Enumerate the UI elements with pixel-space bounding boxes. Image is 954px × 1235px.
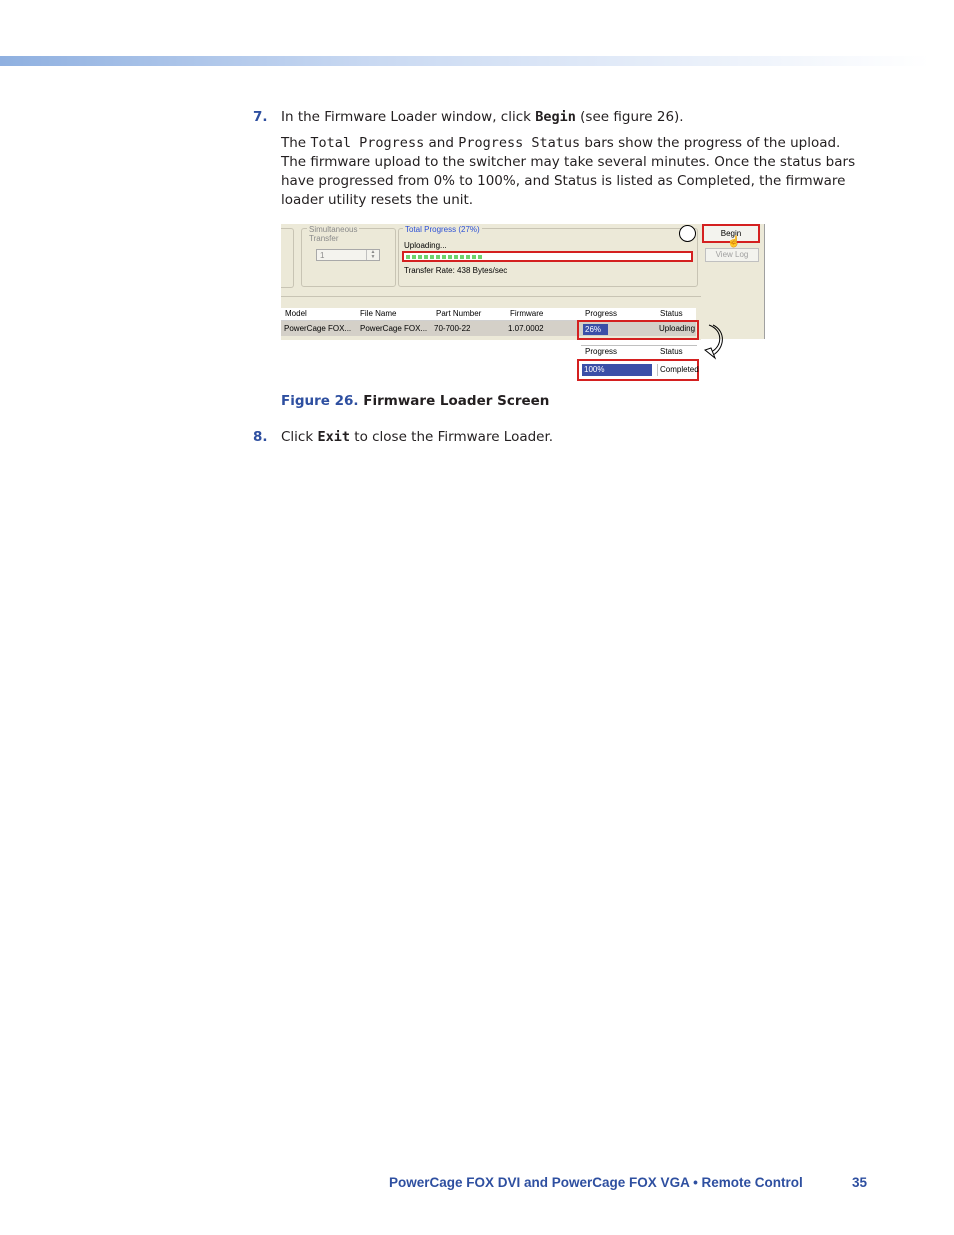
cell-firmware: 1.07.0002	[508, 324, 544, 333]
simultaneous-transfer-label: Simultaneous Transfer	[309, 225, 358, 243]
left-group-edge	[281, 228, 294, 288]
curved-arrow-icon	[701, 324, 727, 360]
step-text: Click Exit to close the Firmware Loader.	[281, 429, 554, 445]
firmware-loader-figure	[281, 224, 765, 384]
progress-status-highlight	[577, 320, 699, 340]
total-progress-term: Total Progress	[310, 135, 425, 151]
cell-model: PowerCage FOX...	[284, 324, 352, 333]
cell-part-number: 70-700-22	[434, 324, 471, 333]
progress-status-term: Progress Status	[458, 135, 581, 151]
step-number: 7.	[253, 109, 268, 125]
step-number: 8.	[253, 429, 268, 445]
page-number: 35	[852, 1175, 868, 1190]
begin-button[interactable]: Begin	[702, 224, 760, 243]
header-gradient-bar	[0, 56, 930, 66]
total-progress-label: Total Progress (27%)	[405, 225, 480, 234]
cell-status: Uploading	[659, 324, 696, 333]
completed-column-progress: Progress	[585, 347, 618, 356]
callout-circle	[679, 225, 696, 242]
figure-caption	[281, 392, 549, 411]
simultaneous-transfer-input[interactable]: 1 ▲ ▼	[316, 249, 380, 261]
completed-status: Completed	[657, 364, 700, 376]
footer-title: PowerCage FOX DVI and PowerCage FOX VGA • Remote Control	[389, 1175, 803, 1190]
column-part-number[interactable]: Part Number	[436, 309, 482, 318]
cell-progress: 26%	[583, 324, 608, 335]
column-status[interactable]: Status	[660, 309, 683, 318]
spinner-arrows-icon[interactable]: ▲ ▼	[366, 250, 379, 260]
step-text: In the Firmware Loader window, click Begin (see figure 26).	[281, 109, 684, 125]
begin-command: Begin	[535, 109, 576, 125]
total-progress-bar	[402, 251, 693, 262]
hand-cursor-icon: ☝	[727, 236, 741, 248]
column-model[interactable]: Model	[285, 309, 307, 318]
column-file-name[interactable]: File Name	[360, 309, 397, 318]
progress-description: The Total Progress and Progress Status bars show the progress of the upload. The firmware upload to the switcher may take several minutes. Once the status bars have progressed from 0% to 100%, and Status is listed as Completed, the firmware loader utility resets the unit.	[281, 135, 856, 208]
figure-title: Firmware Loader Screen	[358, 393, 550, 409]
column-progress[interactable]: Progress	[585, 309, 618, 318]
cell-file-name: PowerCage FOX...	[360, 324, 428, 333]
transfer-rate: Transfer Rate: 438 Bytes/sec	[404, 266, 508, 275]
completed-column-status: Status	[660, 347, 683, 356]
view-log-button[interactable]: View Log	[705, 248, 759, 262]
total-progress-fill	[406, 255, 482, 259]
column-firmware[interactable]: Firmware	[510, 309, 544, 318]
completed-status-highlight	[577, 359, 699, 381]
figure-number: Figure 26.	[281, 393, 359, 409]
uploading-text: Uploading...	[404, 241, 447, 250]
exit-command: Exit	[317, 429, 350, 445]
completed-progress: 100%	[582, 364, 652, 376]
completed-header	[581, 345, 697, 358]
